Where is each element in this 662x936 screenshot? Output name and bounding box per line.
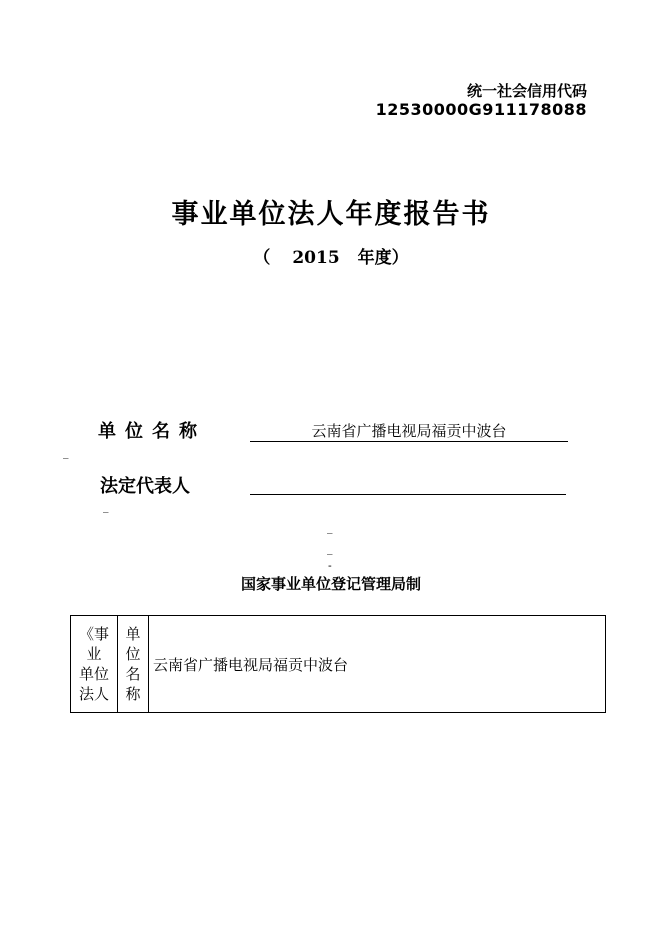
table-label-line: 名 <box>125 665 141 683</box>
year-suffix: 年度） <box>357 248 409 268</box>
legal-rep-label: 法定代表人 <box>100 476 190 497</box>
legal-rep-underline <box>250 494 566 495</box>
stray-mark: _ <box>63 446 69 459</box>
stray-mark: _ <box>327 521 333 534</box>
table-header-line: 法人 <box>78 685 109 703</box>
unit-name-value: 云南省广播电视局福贡中波台 <box>311 422 507 440</box>
table-label-cell <box>118 616 149 713</box>
table-header-line: 业 <box>86 645 102 663</box>
table-label-line: 位 <box>125 645 141 663</box>
year-value: 2015 <box>292 248 340 268</box>
unit-name-underline <box>250 441 568 442</box>
table-label-line: 称 <box>125 685 141 703</box>
table-header-line: 《事 <box>78 625 109 643</box>
credit-code: 12530000G911178088 <box>375 100 587 119</box>
stray-mark: - <box>328 559 332 572</box>
year-open-paren: （ <box>253 248 271 268</box>
page-title: 事业单位法人年度报告书 <box>171 199 491 230</box>
stray-mark: _ <box>103 500 109 513</box>
unit-name-label: 单位名称 <box>98 421 206 442</box>
info-table <box>70 615 606 713</box>
stray-mark: _ <box>327 542 333 555</box>
table-value-cell: 云南省广播电视局福贡中波台 <box>149 616 606 713</box>
issuer-line: 国家事业单位登记管理局制 <box>240 575 421 593</box>
table-header-line: 单位 <box>78 665 109 683</box>
table-label-line: 单 <box>125 625 141 643</box>
credit-code-label: 统一社会信用代码 <box>466 82 587 100</box>
year-line <box>0 243 662 268</box>
table-header-cell <box>71 616 118 713</box>
table-row <box>71 616 606 713</box>
